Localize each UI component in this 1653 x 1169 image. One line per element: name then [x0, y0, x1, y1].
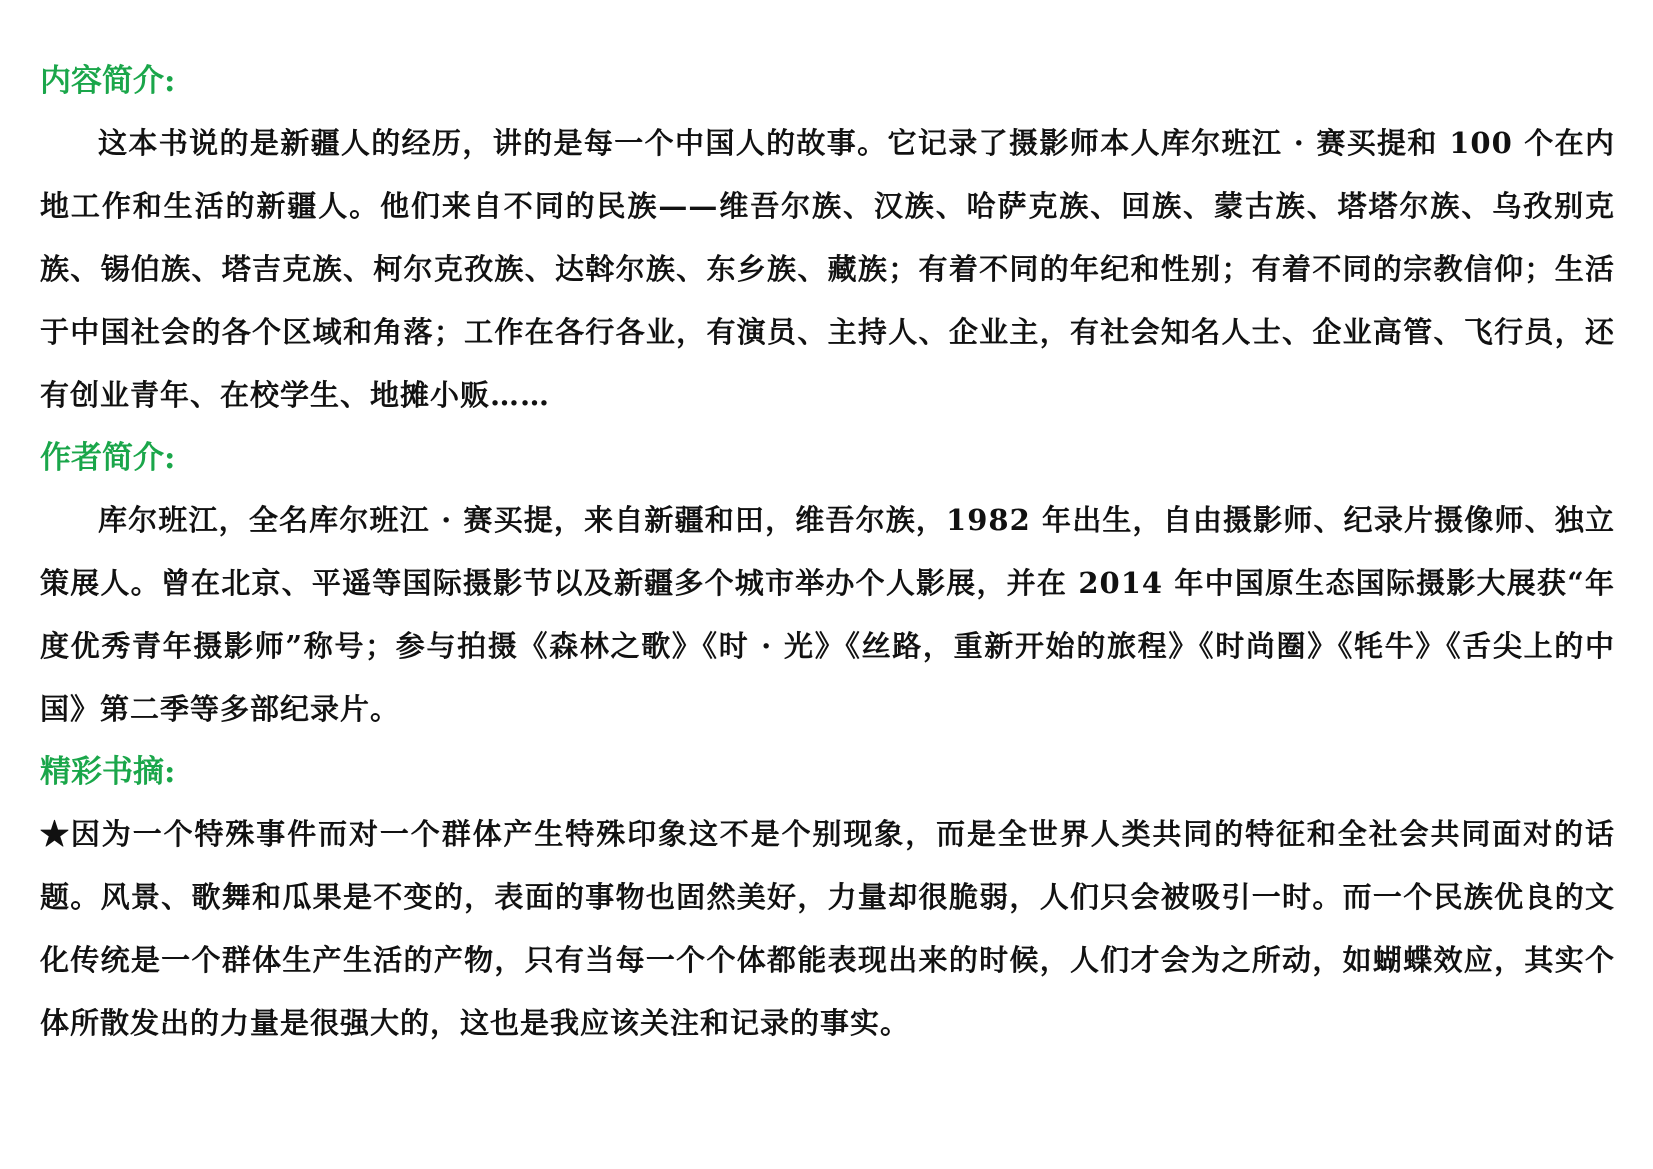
- excerpt-section: [40, 741, 1615, 1055]
- author-intro-heading: 作者简介:: [40, 440, 176, 476]
- excerpt-heading: 精彩书摘:: [40, 754, 176, 790]
- excerpt-text: ★因为一个特殊事件而对一个群体产生特殊印象这不是个别现象，而是全世界人类共同的特征和全社会共同面对的话题。风景、歌舞和瓜果是不变的，表面的事物也固然美好，力量却很脆弱，人们只会被吸引一时。而一个民族优良的文化传统是一个群体生产生活的产物，只有当每一个个体都能表现出来的时候，人们才会为之所动，如蝴蝶效应，其实个体所散发出的力量是很强大的，这也是我应该关注和记录的事实。: [40, 817, 1615, 1040]
- author-intro-text: 库尔班江，全名库尔班江 · 赛买提，来自新疆和田，维吾尔族，1982 年出生，自由摄影师、纪录片摄像师、独立策展人。曾在北京、平遥等国际摄影节以及新疆多个城市举办个人影展，并在 2014 年中国原生态国际摄影大展获“年度优秀青年摄影师”称号；参与拍摄《森林之歌》《时 · 光》《丝路，重新开始的旅程》《时尚圈》《牦牛》《舌尖上的中国》第二季等多部纪录片。: [40, 503, 1615, 726]
- content-summary-heading: 内容简介:: [40, 63, 176, 99]
- author-intro-section: [40, 427, 1615, 741]
- content-summary-section: [40, 50, 1615, 427]
- book-info-page: [40, 50, 1615, 1055]
- content-summary-text: 这本书说的是新疆人的经历，讲的是每一个中国人的故事。它记录了摄影师本人库尔班江 · 赛买提和 100 个在内地工作和生活的新疆人。他们来自不同的民族——维吾尔族、汉族、哈萨克族、回族、蒙古族、塔塔尔族、乌孜别克族、锡伯族、塔吉克族、柯尔克孜族、达斡尔族、东乡族、藏族；有着不同的年纪和性别；有着不同的宗教信仰；生活于中国社会的各个区域和角落；工作在各行各业，有演员、主持人、企业主，有社会知名人士、企业高管、飞行员，还有创业青年、在校学生、地摊小贩……: [40, 126, 1615, 412]
